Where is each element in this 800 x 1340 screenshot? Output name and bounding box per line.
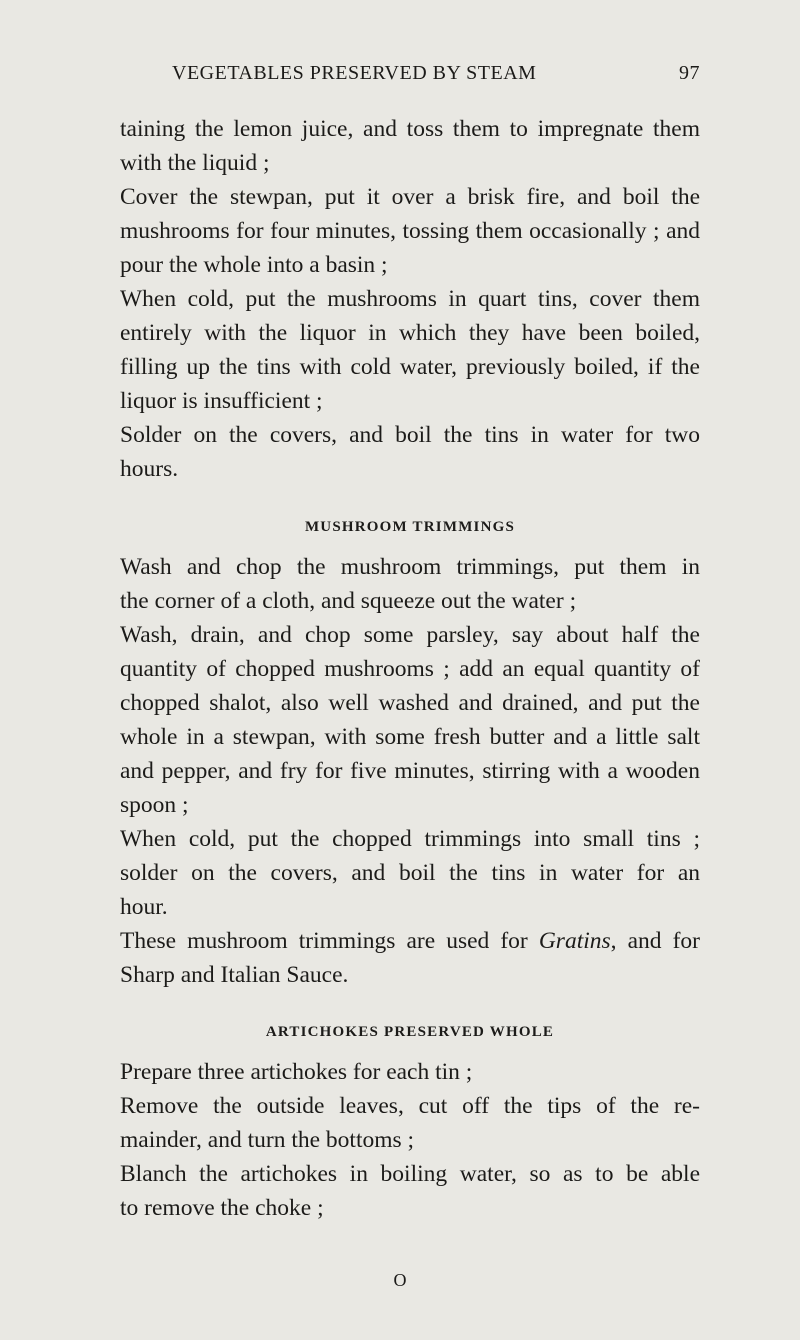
text-line	[120, 924, 700, 958]
text-line: Wash, drain, and chop some parsley, say about half the	[120, 622, 700, 648]
text-line: Remove the outside leaves, cut off the tips of the re-	[120, 1093, 700, 1119]
text-line: spoon ;	[120, 792, 189, 818]
text-line: Solder on the covers, and boil the tins in water for two	[120, 422, 700, 448]
text-fragment: , and for	[610, 928, 700, 954]
text-line: mushrooms for four minutes, tossing them occasionally ; and	[120, 218, 700, 244]
text-line: quantity of chopped mushrooms ; add an equal quantity of	[120, 656, 700, 682]
text-line: and pepper, and fry for five minutes, stirring with a wooden	[120, 758, 700, 784]
running-head-title: VEGETABLES PRESERVED BY STEAM	[172, 62, 537, 84]
text-line: liquor is insufficient ;	[120, 388, 323, 414]
section-heading-artichokes: ARTICHOKES PRESERVED WHOLE	[265, 1024, 555, 1040]
italic-term: Gratins	[538, 928, 611, 954]
text-line: pour the whole into a basin ;	[120, 252, 388, 278]
text-line: chopped shalot, also well washed and drained, and put the	[120, 690, 700, 716]
text-fragment: These mushroom trimmings are used for	[120, 928, 539, 954]
section-heading-mushroom-trimmings: MUSHROOM TRIMMINGS	[304, 519, 516, 535]
text-line: to remove the choke ;	[120, 1195, 324, 1221]
text-line: When cold, put the chopped trimmings into small tins ;	[120, 826, 700, 852]
text-line: Blanch the artichokes in boiling water, so as to be able	[120, 1161, 700, 1187]
text-line: Sharp and Italian Sauce.	[120, 962, 349, 988]
text-line: whole in a stewpan, with some fresh butter and a little salt	[120, 724, 700, 750]
signature-mark: O	[393, 1270, 407, 1290]
text-line: When cold, put the mushrooms in quart tins, cover them	[120, 286, 700, 312]
text-line: Prepare three artichokes for each tin ;	[120, 1059, 473, 1085]
text-line: solder on the covers, and boil the tins in water for an	[120, 860, 700, 886]
page-number: 97	[679, 62, 700, 84]
text-line: the corner of a cloth, and squeeze out the water ;	[120, 588, 577, 614]
text-line: with the liquid ;	[120, 150, 270, 176]
text-line: Wash and chop the mushroom trimmings, put them in	[120, 554, 700, 580]
text-line: entirely with the liquor in which they have been boiled,	[120, 320, 700, 346]
running-head	[120, 62, 700, 92]
text-line: Cover the stewpan, put it over a brisk fire, and boil the	[120, 184, 700, 210]
text-line: hour.	[120, 894, 168, 920]
text-line: filling up the tins with cold water, previously boiled, if the	[120, 354, 700, 380]
body-text	[120, 112, 700, 1225]
text-line: mainder, and turn the bottoms ;	[120, 1127, 415, 1153]
text-line: hours.	[120, 456, 179, 482]
text-line: taining the lemon juice, and toss them to impregnate them	[120, 116, 700, 142]
